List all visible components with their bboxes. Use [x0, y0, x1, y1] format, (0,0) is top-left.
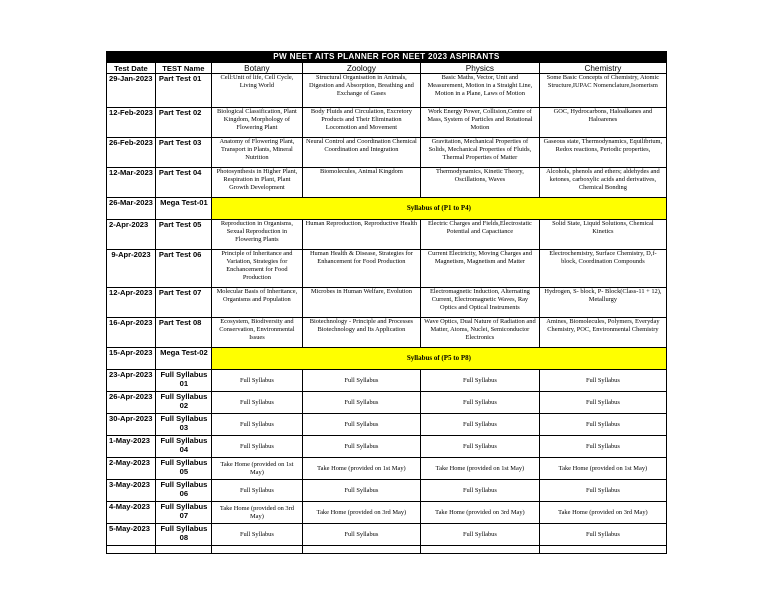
botany-syllabus-cell: Anatomy of Flowering Plant, Transport in Plants, Mineral Nutrition [211, 138, 302, 168]
test-name-cell: Full Syllabus 04 [155, 436, 211, 458]
test-date-cell: 12-Feb-2023 [107, 108, 156, 138]
botany-syllabus-cell: Principle of Inheritance and Variation, Strategies for Enchancement for Food Production [211, 250, 302, 288]
test-date-cell: 2-Apr-2023 [107, 220, 156, 250]
test-date-cell: 29-Jan-2023 [107, 74, 156, 108]
table-row [107, 458, 667, 480]
physics-syllabus-cell: Full Syllabus [420, 524, 539, 546]
chemistry-syllabus-cell: Alcohols, phenols and ethers; aldehydes and ketones, carboxylic acids and derivatives, Chemical Bonding [539, 168, 666, 198]
chemistry-syllabus-cell: Full Syllabus [539, 392, 666, 414]
test-name-cell: Part Test 05 [155, 220, 211, 250]
botany-syllabus-cell: Full Syllabus [211, 436, 302, 458]
chemistry-syllabus-cell: Full Syllabus [539, 370, 666, 392]
empty-cell [107, 546, 156, 554]
chemistry-syllabus-cell: Amines, Biomolecules, Polymers, Everyday Chemistry, POC, Environmental Chemistry [539, 318, 666, 348]
zoology-syllabus-cell: Full Syllabus [302, 436, 420, 458]
table-row [107, 524, 667, 546]
test-date-cell: 4-May-2023 [107, 502, 156, 524]
table-row [107, 502, 667, 524]
botany-syllabus-cell: Full Syllabus [211, 480, 302, 502]
page-title: PW NEET AITS PLANNER FOR NEET 2023 ASPIRANTS [107, 52, 667, 63]
table-row [107, 288, 667, 318]
test-date-cell: 15-Apr-2023 [107, 348, 156, 370]
empty-cell [155, 546, 211, 554]
zoology-syllabus-cell: Full Syllabus [302, 480, 420, 502]
botany-syllabus-cell: Full Syllabus [211, 392, 302, 414]
header-botany: Botany [211, 63, 302, 74]
physics-syllabus-cell: Thermodynamics, Kinetic Theory, Oscillations, Waves [420, 168, 539, 198]
test-name-cell: Part Test 01 [155, 74, 211, 108]
zoology-syllabus-cell: Body Fluids and Circulation, Excretory Products and Their Elimination Locomotion and Movement [302, 108, 420, 138]
chemistry-syllabus-cell: Electrochemistry, Surface Chemistry, D,f- block, Coordination Compounds [539, 250, 666, 288]
botany-syllabus-cell: Molecular Basis of Inheritance, Organisms and Population [211, 288, 302, 318]
physics-syllabus-cell: Full Syllabus [420, 392, 539, 414]
test-name-cell: Full Syllabus 07 [155, 502, 211, 524]
zoology-syllabus-cell: Human Health & Disease, Strategies for Enhancement for Food Production [302, 250, 420, 288]
test-name-cell: Part Test 08 [155, 318, 211, 348]
zoology-syllabus-cell: Structural Organisation in Animals, Digestion and Absorption, Breathing and Exchange of Gases [302, 74, 420, 108]
test-date-cell: 26-Apr-2023 [107, 392, 156, 414]
chemistry-syllabus-cell: Solid State, Liquid Solutions, Chemical Kinetics [539, 220, 666, 250]
test-name-cell: Full Syllabus 03 [155, 414, 211, 436]
test-date-cell: 16-Apr-2023 [107, 318, 156, 348]
zoology-syllabus-cell: Full Syllabus [302, 392, 420, 414]
physics-syllabus-cell: Current Electricity, Moving Charges and Magnetism, Magnetism and Matter [420, 250, 539, 288]
test-name-cell: Part Test 07 [155, 288, 211, 318]
chemistry-syllabus-cell: GOC, Hydrocarbons, Haloalkanes and Haloarenes [539, 108, 666, 138]
table-row [107, 414, 667, 436]
mega-test-syllabus: Syllabus of (P5 to P8) [211, 348, 666, 370]
table-row [107, 370, 667, 392]
zoology-syllabus-cell: Biotechnology - Principle and Processes Biotechnology and Its Application [302, 318, 420, 348]
chemistry-syllabus-cell: Some Basic Concepts of Chemistry, Atomic Structure,IUPAC Nomenclature,Isomerism [539, 74, 666, 108]
zoology-syllabus-cell: Take Home (provided on 3rd May) [302, 502, 420, 524]
table-row [107, 480, 667, 502]
test-name-cell: Part Test 02 [155, 108, 211, 138]
test-date-cell: 23-Apr-2023 [107, 370, 156, 392]
botany-syllabus-cell: Full Syllabus [211, 414, 302, 436]
table-row [107, 138, 667, 168]
test-date-cell: 2-May-2023 [107, 458, 156, 480]
physics-syllabus-cell: Take Home (provided on 3rd May) [420, 502, 539, 524]
table-row [107, 108, 667, 138]
physics-syllabus-cell: Electric Charges and Fields,Electrostatic Potential and Capacitance [420, 220, 539, 250]
test-name-cell: Part Test 06 [155, 250, 211, 288]
test-date-cell: 26-Feb-2023 [107, 138, 156, 168]
chemistry-syllabus-cell: Full Syllabus [539, 414, 666, 436]
header-chemistry: Chemistry [539, 63, 666, 74]
physics-syllabus-cell: Electromagnetic Induction, Alternating Current, Electromagnetic Waves, Ray Optics and Optical Instruments [420, 288, 539, 318]
test-name-cell: Part Test 04 [155, 168, 211, 198]
planner-body [107, 52, 667, 554]
chemistry-syllabus-cell: Full Syllabus [539, 480, 666, 502]
test-name-cell: Part Test 03 [155, 138, 211, 168]
test-date-cell: 12-Mar-2023 [107, 168, 156, 198]
empty-row [107, 546, 667, 554]
zoology-syllabus-cell: Take Home (provided on 1st May) [302, 458, 420, 480]
botany-syllabus-cell: Photosynthesis in Higher Plant, Respiration in Plant, Plant Growth Development [211, 168, 302, 198]
test-name-cell: Mega Test-02 [155, 348, 211, 370]
test-date-cell: 5-May-2023 [107, 524, 156, 546]
test-name-cell: Full Syllabus 05 [155, 458, 211, 480]
physics-syllabus-cell: Full Syllabus [420, 480, 539, 502]
mega-test-syllabus: Syllabus of (P1 to P4) [211, 198, 666, 220]
empty-cell [420, 546, 539, 554]
botany-syllabus-cell: Ecosystem, Biodiversity and Conservation, Environmental Issues [211, 318, 302, 348]
test-name-cell: Full Syllabus 01 [155, 370, 211, 392]
table-row [107, 436, 667, 458]
title-row [107, 52, 667, 63]
zoology-syllabus-cell: Full Syllabus [302, 524, 420, 546]
empty-cell [211, 546, 302, 554]
physics-syllabus-cell: Basic Maths, Vector, Unit and Measurement, Motion in a Straight Line, Motion in a Plane, Laws of Motion [420, 74, 539, 108]
zoology-syllabus-cell: Full Syllabus [302, 414, 420, 436]
botany-syllabus-cell: Reproduction in Organisms, Sexual Reproduction in Flowering Plants [211, 220, 302, 250]
header-row [107, 63, 667, 74]
chemistry-syllabus-cell: Take Home (provided on 1st May) [539, 458, 666, 480]
botany-syllabus-cell: Full Syllabus [211, 370, 302, 392]
zoology-syllabus-cell: Human Reproduction, Reproductive Health [302, 220, 420, 250]
physics-syllabus-cell: Full Syllabus [420, 370, 539, 392]
chemistry-syllabus-cell: Full Syllabus [539, 524, 666, 546]
test-date-cell: 1-May-2023 [107, 436, 156, 458]
physics-syllabus-cell: Work Energy Power, Collision,Centre of Mass, System of Particles and Rotational Motion [420, 108, 539, 138]
empty-cell [302, 546, 420, 554]
table-row [107, 198, 667, 220]
physics-syllabus-cell: Full Syllabus [420, 436, 539, 458]
planner-table [106, 51, 667, 554]
botany-syllabus-cell: Take Home (provided on 1st May) [211, 458, 302, 480]
header-zoology: Zoology [302, 63, 420, 74]
table-row [107, 74, 667, 108]
physics-syllabus-cell: Gravitation, Mechanical Properties of Solids, Mechanical Properties of Fluids, Thermal Properties of Matter [420, 138, 539, 168]
table-row [107, 318, 667, 348]
test-date-cell: 12-Apr-2023 [107, 288, 156, 318]
test-name-cell: Full Syllabus 06 [155, 480, 211, 502]
zoology-syllabus-cell: Biomolecules, Animal Kingdom [302, 168, 420, 198]
chemistry-syllabus-cell: Take Home (provided on 3rd May) [539, 502, 666, 524]
zoology-syllabus-cell: Full Syllabus [302, 370, 420, 392]
test-date-cell: 9-Apr-2023 [107, 250, 156, 288]
test-name-cell: Full Syllabus 02 [155, 392, 211, 414]
chemistry-syllabus-cell: Gaseous state, Thermodynamics, Equilibrium, Redox reactions, Periodic properties, [539, 138, 666, 168]
test-name-cell: Mega Test-01 [155, 198, 211, 220]
test-date-cell: 30-Apr-2023 [107, 414, 156, 436]
zoology-syllabus-cell: Microbes in Human Welfare, Evolution [302, 288, 420, 318]
zoology-syllabus-cell: Neural Control and Coordination Chemical Coordination and Integration [302, 138, 420, 168]
table-row [107, 348, 667, 370]
empty-cell [539, 546, 666, 554]
chemistry-syllabus-cell: Full Syllabus [539, 436, 666, 458]
table-row [107, 220, 667, 250]
header-test-date: Test Date [107, 63, 156, 74]
table-row [107, 168, 667, 198]
chemistry-syllabus-cell: Hydrogen, S- block, P- Block(Class-11 + 12), Metallurgy [539, 288, 666, 318]
header-physics: Physics [420, 63, 539, 74]
test-date-cell: 26-Mar-2023 [107, 198, 156, 220]
table-row [107, 392, 667, 414]
test-date-cell: 3-May-2023 [107, 480, 156, 502]
physics-syllabus-cell: Take Home (provided on 1st May) [420, 458, 539, 480]
table-row [107, 250, 667, 288]
botany-syllabus-cell: Cell:Unit of life, Cell Cycle, Living World [211, 74, 302, 108]
header-test-name: TEST Name [155, 63, 211, 74]
physics-syllabus-cell: Wave Optics, Dual Nature of Radiation and Matter, Atoms, Nuclei, Semiconductor Electronics [420, 318, 539, 348]
physics-syllabus-cell: Full Syllabus [420, 414, 539, 436]
botany-syllabus-cell: Take Home (provided on 3rd May) [211, 502, 302, 524]
botany-syllabus-cell: Full Syllabus [211, 524, 302, 546]
test-name-cell: Full Syllabus 08 [155, 524, 211, 546]
botany-syllabus-cell: Biological Classification, Plant Kingdom, Morphology of Flowering Plant [211, 108, 302, 138]
